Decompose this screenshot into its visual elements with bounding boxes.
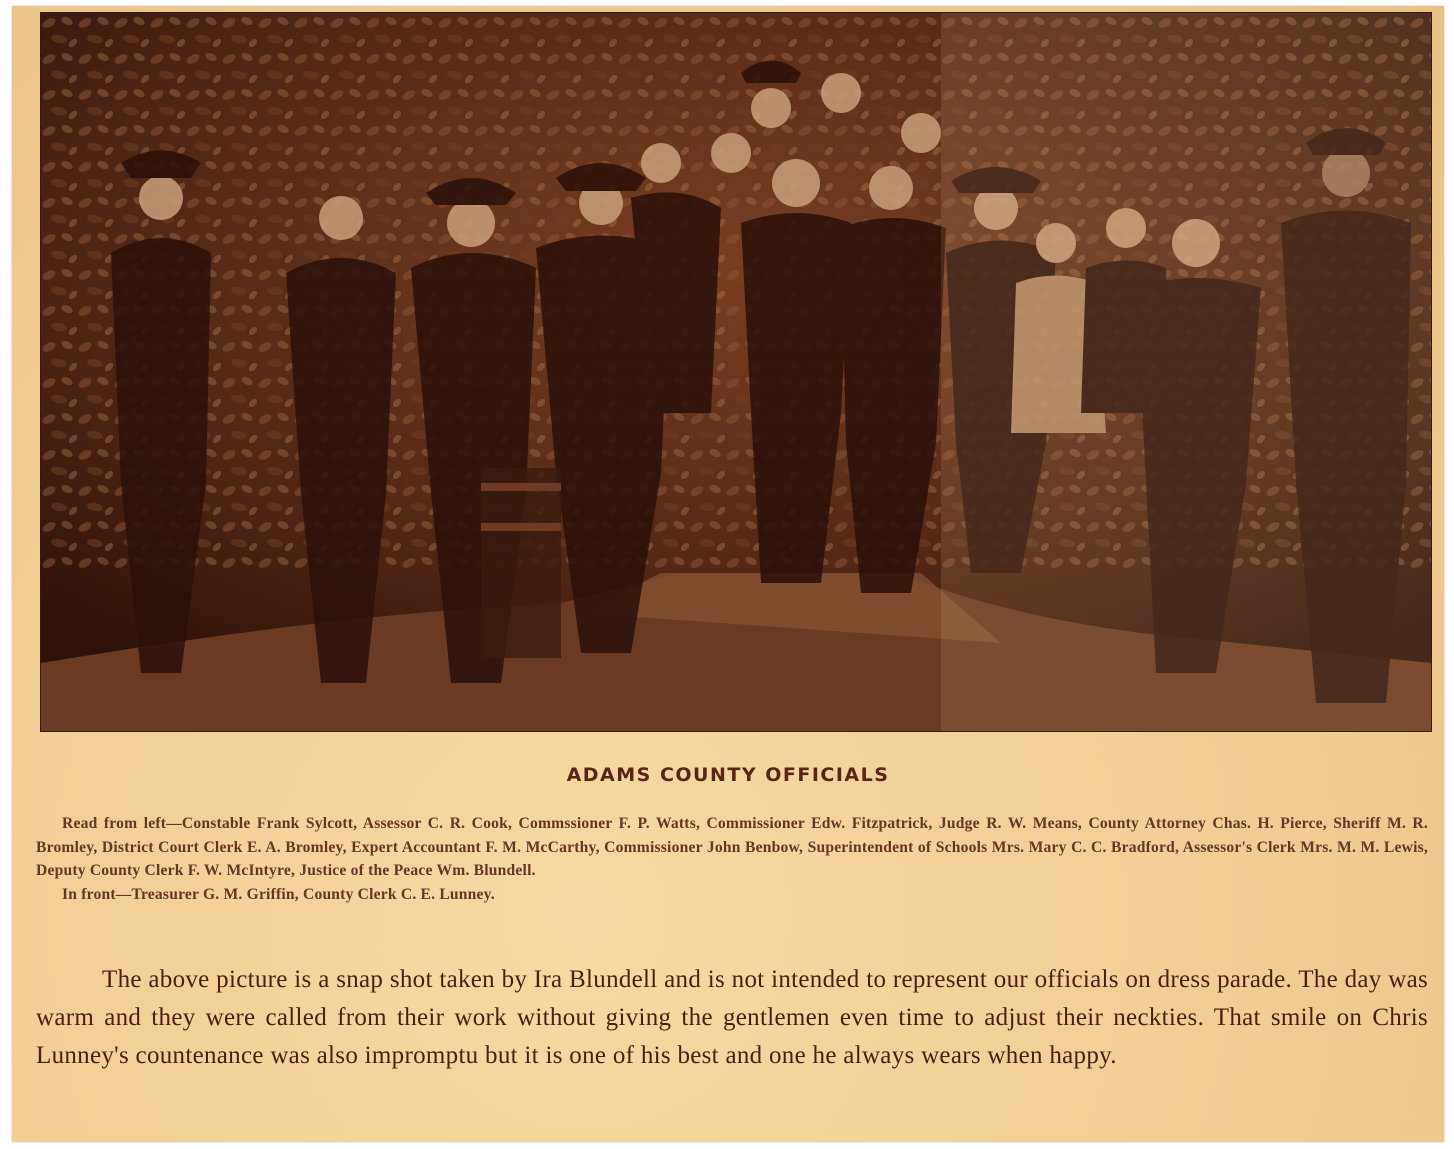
names-in-front: In front—Treasurer G. M. Griffin, County Clerk C. E. Lunney.: [62, 885, 495, 903]
caption-body-paragraph: The above picture is a snap shot taken by Ira Blundell and is not intended to represent our officials on dress parade. The day was warm and they were called from their work without giving the gentlemen even time to adjust their neckties. That smile on Chris Lunney's countenance was also impromptu but it is one of his best and one he always wears when happy.: [36, 966, 1428, 1069]
names-read-from-left: Read from left—Constable Frank Sylcott, Assessor C. R. Cook, Commssioner F. P. Watts, Commissioner Edw. Fitzpatrick, Judge R. W. Means, County Attorney Chas. H. Pierce, Sheriff M. R. Bromley, District Court Clerk E. A. Bromley, Expert Accountant F. M. McCarthy, Commissioner John Benbow, Superintendent of Schools Mrs. Mary C. C. Bradford, Assessor's Clerk Mrs. M. M. Lewis, Deputy County Clerk F. W. McIntyre, Justice of the Peace Wm. Blundell.: [36, 815, 1428, 879]
caption-title: ADAMS COUNTY OFFICIALS: [566, 764, 890, 786]
newspaper-clipping: [12, 6, 1444, 1142]
group-photograph: [40, 12, 1432, 732]
photo-illustration: [41, 13, 1431, 731]
names-list: [36, 812, 1428, 906]
